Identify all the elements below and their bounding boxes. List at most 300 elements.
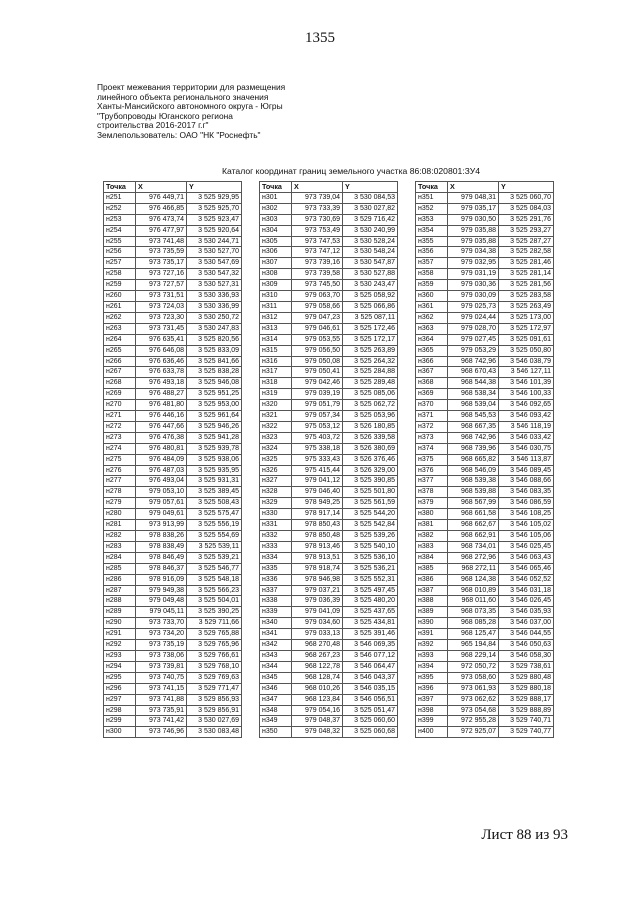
x-coordinate-cell: 975 333,43 xyxy=(292,454,343,465)
point-id-cell: н355 xyxy=(416,236,448,247)
x-coordinate-cell: 968 661,58 xyxy=(448,509,499,520)
table-row xyxy=(260,443,398,454)
x-coordinate-cell: 976 493,18 xyxy=(136,378,187,389)
point-id-cell: н295 xyxy=(104,672,136,683)
x-coordinate-cell: 968 539,04 xyxy=(448,400,499,411)
point-id-cell: н293 xyxy=(104,650,136,661)
y-coordinate-cell: 3 546 077,12 xyxy=(343,650,398,661)
table-row xyxy=(104,552,242,563)
table-row xyxy=(260,323,398,334)
table-header-row xyxy=(416,182,554,193)
y-coordinate-cell: 3 546 058,30 xyxy=(499,650,554,661)
y-coordinate-cell: 3 525 289,48 xyxy=(343,378,398,389)
table-row xyxy=(104,661,242,672)
point-id-cell: н335 xyxy=(260,563,292,574)
table-row xyxy=(260,509,398,520)
y-coordinate-cell: 3 526 339,58 xyxy=(343,432,398,443)
sheet-label: Лист 88 из 93 xyxy=(481,827,568,843)
table-header-row xyxy=(104,182,242,193)
y-coordinate-cell: 3 525 051,47 xyxy=(343,705,398,716)
point-id-cell: н328 xyxy=(260,487,292,498)
point-id-cell: н370 xyxy=(416,400,448,411)
x-coordinate-cell: 968 229,14 xyxy=(448,650,499,661)
x-coordinate-cell: 968 010,89 xyxy=(448,585,499,596)
table-row xyxy=(260,487,398,498)
point-id-cell: н252 xyxy=(104,203,136,214)
point-id-cell: н330 xyxy=(260,509,292,520)
table-row xyxy=(104,727,242,738)
point-id-cell: н325 xyxy=(260,454,292,465)
table-row xyxy=(416,683,554,694)
table-row xyxy=(260,585,398,596)
y-coordinate-cell: 3 525 172,97 xyxy=(499,323,554,334)
x-coordinate-cell: 976 476,38 xyxy=(136,432,187,443)
table-row xyxy=(104,716,242,727)
table-row xyxy=(104,694,242,705)
y-coordinate-cell: 3 546 064,47 xyxy=(343,661,398,672)
table-row xyxy=(416,192,554,203)
y-coordinate-cell: 3 525 058,92 xyxy=(343,291,398,302)
point-id-cell: н359 xyxy=(416,280,448,291)
point-id-cell: н332 xyxy=(260,531,292,542)
y-coordinate-cell: 3 526 380,69 xyxy=(343,443,398,454)
x-coordinate-cell: 976 484,09 xyxy=(136,454,187,465)
table-row xyxy=(416,629,554,640)
point-id-cell: н331 xyxy=(260,520,292,531)
x-coordinate-cell: 975 415,44 xyxy=(292,465,343,476)
point-id-cell: н318 xyxy=(260,378,292,389)
y-coordinate-cell: 3 529 880,18 xyxy=(499,683,554,694)
point-id-cell: н308 xyxy=(260,269,292,280)
x-coordinate-cell: 975 338,18 xyxy=(292,443,343,454)
point-id-cell: н275 xyxy=(104,454,136,465)
x-coordinate-cell: 979 034,38 xyxy=(448,247,499,258)
x-coordinate-cell: 973 735,19 xyxy=(136,640,187,651)
table-row xyxy=(260,607,398,618)
table-row xyxy=(260,236,398,247)
x-coordinate-cell: 972 955,28 xyxy=(448,716,499,727)
y-coordinate-cell: 3 525 841,66 xyxy=(187,356,242,367)
column-header-y: Y xyxy=(187,182,242,193)
table-row xyxy=(104,367,242,378)
x-coordinate-cell: 973 741,15 xyxy=(136,683,187,694)
y-coordinate-cell: 3 525 066,86 xyxy=(343,301,398,312)
coordinates-table xyxy=(415,181,554,738)
point-id-cell: н339 xyxy=(260,607,292,618)
point-id-cell: н258 xyxy=(104,269,136,280)
x-coordinate-cell: 968 272,11 xyxy=(448,563,499,574)
table-row xyxy=(104,454,242,465)
x-coordinate-cell: 976 473,74 xyxy=(136,214,187,225)
point-id-cell: н298 xyxy=(104,705,136,716)
x-coordinate-cell: 978 949,25 xyxy=(292,498,343,509)
x-coordinate-cell: 973 745,50 xyxy=(292,280,343,291)
table-row xyxy=(104,432,242,443)
point-id-cell: н353 xyxy=(416,214,448,225)
point-id-cell: н282 xyxy=(104,531,136,542)
y-coordinate-cell: 3 525 390,25 xyxy=(187,607,242,618)
point-id-cell: н350 xyxy=(260,727,292,738)
table-row xyxy=(104,236,242,247)
table-row xyxy=(260,356,398,367)
y-coordinate-cell: 3 525 508,43 xyxy=(187,498,242,509)
x-coordinate-cell: 979 025,73 xyxy=(448,301,499,312)
point-id-cell: н260 xyxy=(104,291,136,302)
table-row xyxy=(104,443,242,454)
point-id-cell: н264 xyxy=(104,334,136,345)
y-coordinate-cell: 3 525 539,11 xyxy=(187,541,242,552)
x-coordinate-cell: 973 727,57 xyxy=(136,280,187,291)
point-id-cell: н265 xyxy=(104,345,136,356)
table-row xyxy=(416,258,554,269)
x-coordinate-cell: 968 546,09 xyxy=(448,465,499,476)
table-row xyxy=(260,541,398,552)
table-row xyxy=(104,574,242,585)
point-id-cell: н289 xyxy=(104,607,136,618)
point-id-cell: н270 xyxy=(104,400,136,411)
x-coordinate-cell: 973 734,20 xyxy=(136,629,187,640)
y-coordinate-cell: 3 525 931,31 xyxy=(187,476,242,487)
x-coordinate-cell: 976 493,04 xyxy=(136,476,187,487)
point-id-cell: н288 xyxy=(104,596,136,607)
table-row xyxy=(260,650,398,661)
y-coordinate-cell: 3 525 281,14 xyxy=(499,269,554,280)
x-coordinate-cell: 976 481,80 xyxy=(136,400,187,411)
y-coordinate-cell: 3 546 038,79 xyxy=(499,356,554,367)
y-coordinate-cell: 3 546 043,37 xyxy=(343,672,398,683)
column-header-point: Точка xyxy=(104,182,136,193)
y-coordinate-cell: 3 525 540,10 xyxy=(343,541,398,552)
y-coordinate-cell: 3 529 765,88 xyxy=(187,629,242,640)
table-row xyxy=(260,727,398,738)
table-row xyxy=(416,421,554,432)
table-row xyxy=(416,563,554,574)
x-coordinate-cell: 979 048,32 xyxy=(292,727,343,738)
y-coordinate-cell: 3 525 536,10 xyxy=(343,552,398,563)
point-id-cell: н255 xyxy=(104,236,136,247)
table-row xyxy=(416,465,554,476)
table-row xyxy=(260,291,398,302)
x-coordinate-cell: 976 449,71 xyxy=(136,192,187,203)
y-coordinate-cell: 3 525 833,09 xyxy=(187,345,242,356)
point-id-cell: н256 xyxy=(104,247,136,258)
table-row xyxy=(416,661,554,672)
table-row xyxy=(416,650,554,661)
document-header xyxy=(97,83,285,141)
y-coordinate-cell: 3 525 546,77 xyxy=(187,563,242,574)
x-coordinate-cell: 968 073,35 xyxy=(448,607,499,618)
point-id-cell: н313 xyxy=(260,323,292,334)
table-row xyxy=(104,356,242,367)
point-id-cell: н362 xyxy=(416,312,448,323)
table-row xyxy=(416,552,554,563)
y-coordinate-cell: 3 525 951,25 xyxy=(187,389,242,400)
x-coordinate-cell: 968 123,84 xyxy=(292,694,343,705)
table-row xyxy=(260,258,398,269)
x-coordinate-cell: 973 061,93 xyxy=(448,683,499,694)
y-coordinate-cell: 3 546 030,75 xyxy=(499,443,554,454)
point-id-cell: н360 xyxy=(416,291,448,302)
table-row xyxy=(260,432,398,443)
catalog-title: Каталог координат границ земельного участка 86:08:020801:ЗУ4 xyxy=(222,166,480,176)
table-row xyxy=(104,607,242,618)
x-coordinate-cell: 979 033,13 xyxy=(292,629,343,640)
point-id-cell: н399 xyxy=(416,716,448,727)
point-id-cell: н345 xyxy=(260,672,292,683)
point-id-cell: н305 xyxy=(260,236,292,247)
y-coordinate-cell: 3 525 561,59 xyxy=(343,498,398,509)
column-header-y: Y xyxy=(499,182,554,193)
y-coordinate-cell: 3 529 716,42 xyxy=(343,214,398,225)
table-row xyxy=(260,312,398,323)
x-coordinate-cell: 976 636,46 xyxy=(136,356,187,367)
y-coordinate-cell: 3 546 050,63 xyxy=(499,640,554,651)
x-coordinate-cell: 979 051,79 xyxy=(292,400,343,411)
point-id-cell: н392 xyxy=(416,640,448,651)
table-row xyxy=(260,345,398,356)
table-row xyxy=(416,203,554,214)
x-coordinate-cell: 973 738,06 xyxy=(136,650,187,661)
y-coordinate-cell: 3 530 083,48 xyxy=(187,727,242,738)
point-id-cell: н375 xyxy=(416,454,448,465)
point-id-cell: н378 xyxy=(416,487,448,498)
point-id-cell: н365 xyxy=(416,345,448,356)
y-coordinate-cell: 3 546 052,52 xyxy=(499,574,554,585)
x-coordinate-cell: 973 058,60 xyxy=(448,672,499,683)
table-row xyxy=(416,323,554,334)
x-coordinate-cell: 976 646,08 xyxy=(136,345,187,356)
table-row xyxy=(104,509,242,520)
point-id-cell: н329 xyxy=(260,498,292,509)
y-coordinate-cell: 3 530 547,69 xyxy=(187,258,242,269)
x-coordinate-cell: 979 045,11 xyxy=(136,607,187,618)
header-line: "Трубопроводы Юганского региона xyxy=(97,110,233,121)
y-coordinate-cell: 3 546 093,42 xyxy=(499,411,554,422)
y-coordinate-cell: 3 525 953,00 xyxy=(187,400,242,411)
y-coordinate-cell: 3 525 920,64 xyxy=(187,225,242,236)
coordinates-table xyxy=(259,181,398,738)
x-coordinate-cell: 968 742,96 xyxy=(448,356,499,367)
point-id-cell: н292 xyxy=(104,640,136,651)
y-coordinate-cell: 3 525 938,06 xyxy=(187,454,242,465)
table-row xyxy=(260,705,398,716)
y-coordinate-cell: 3 546 105,06 xyxy=(499,531,554,542)
coordinates-table xyxy=(103,181,242,738)
header-line: Землепользователь: ОАО "НК "Роснефть" xyxy=(97,129,261,140)
y-coordinate-cell: 3 546 056,51 xyxy=(343,694,398,705)
y-coordinate-cell: 3 530 027,82 xyxy=(343,203,398,214)
y-coordinate-cell: 3 546 063,43 xyxy=(499,552,554,563)
table-row xyxy=(260,225,398,236)
point-id-cell: н372 xyxy=(416,421,448,432)
y-coordinate-cell: 3 526 376,46 xyxy=(343,454,398,465)
x-coordinate-cell: 979 049,48 xyxy=(136,596,187,607)
x-coordinate-cell: 979 046,40 xyxy=(292,487,343,498)
x-coordinate-cell: 973 730,69 xyxy=(292,214,343,225)
table-row xyxy=(104,421,242,432)
y-coordinate-cell: 3 525 838,28 xyxy=(187,367,242,378)
point-id-cell: н386 xyxy=(416,574,448,585)
point-id-cell: н337 xyxy=(260,585,292,596)
table-row xyxy=(104,345,242,356)
point-id-cell: н384 xyxy=(416,552,448,563)
point-id-cell: н373 xyxy=(416,432,448,443)
point-id-cell: н398 xyxy=(416,705,448,716)
y-coordinate-cell: 3 525 050,80 xyxy=(499,345,554,356)
x-coordinate-cell: 978 916,09 xyxy=(136,574,187,585)
point-id-cell: н267 xyxy=(104,367,136,378)
y-coordinate-cell: 3 526 329,00 xyxy=(343,465,398,476)
point-id-cell: н348 xyxy=(260,705,292,716)
y-coordinate-cell: 3 526 180,85 xyxy=(343,421,398,432)
y-coordinate-cell: 3 546 065,46 xyxy=(499,563,554,574)
point-id-cell: н299 xyxy=(104,716,136,727)
x-coordinate-cell: 973 735,59 xyxy=(136,247,187,258)
table-row xyxy=(260,683,398,694)
y-coordinate-cell: 3 529 711,66 xyxy=(187,618,242,629)
x-coordinate-cell: 979 053,29 xyxy=(448,345,499,356)
point-id-cell: н272 xyxy=(104,421,136,432)
y-coordinate-cell: 3 546 092,65 xyxy=(499,400,554,411)
y-coordinate-cell: 3 525 060,70 xyxy=(499,192,554,203)
point-id-cell: н343 xyxy=(260,650,292,661)
x-coordinate-cell: 968 734,01 xyxy=(448,541,499,552)
x-coordinate-cell: 979 063,70 xyxy=(292,291,343,302)
point-id-cell: н297 xyxy=(104,694,136,705)
table-row xyxy=(260,661,398,672)
x-coordinate-cell: 968 125,47 xyxy=(448,629,499,640)
x-coordinate-cell: 968 742,96 xyxy=(448,432,499,443)
x-coordinate-cell: 973 740,75 xyxy=(136,672,187,683)
table-row xyxy=(416,454,554,465)
table-row xyxy=(104,629,242,640)
point-id-cell: н315 xyxy=(260,345,292,356)
table-row xyxy=(260,476,398,487)
y-coordinate-cell: 3 525 390,85 xyxy=(343,476,398,487)
y-coordinate-cell: 3 525 263,49 xyxy=(499,301,554,312)
y-coordinate-cell: 3 525 172,46 xyxy=(343,323,398,334)
y-coordinate-cell: 3 525 283,58 xyxy=(499,291,554,302)
point-id-cell: н284 xyxy=(104,552,136,563)
x-coordinate-cell: 978 850,48 xyxy=(292,531,343,542)
point-id-cell: н388 xyxy=(416,596,448,607)
x-coordinate-cell: 976 466,85 xyxy=(136,203,187,214)
table-row xyxy=(260,563,398,574)
x-coordinate-cell: 968 267,23 xyxy=(292,650,343,661)
x-coordinate-cell: 979 042,46 xyxy=(292,378,343,389)
point-id-cell: н380 xyxy=(416,509,448,520)
x-coordinate-cell: 968 662,91 xyxy=(448,531,499,542)
table-row xyxy=(416,378,554,389)
x-coordinate-cell: 979 028,70 xyxy=(448,323,499,334)
x-coordinate-cell: 979 041,12 xyxy=(292,476,343,487)
y-coordinate-cell: 3 529 740,77 xyxy=(499,727,554,738)
y-coordinate-cell: 3 525 389,45 xyxy=(187,487,242,498)
table-row xyxy=(104,301,242,312)
x-coordinate-cell: 979 049,61 xyxy=(136,509,187,520)
x-coordinate-cell: 968 122,78 xyxy=(292,661,343,672)
y-coordinate-cell: 3 546 088,66 xyxy=(499,476,554,487)
y-coordinate-cell: 3 525 939,78 xyxy=(187,443,242,454)
table-row xyxy=(416,345,554,356)
point-id-cell: н391 xyxy=(416,629,448,640)
table-row xyxy=(104,411,242,422)
x-coordinate-cell: 979 035,88 xyxy=(448,236,499,247)
x-coordinate-cell: 973 913,99 xyxy=(136,520,187,531)
y-coordinate-cell: 3 525 566,23 xyxy=(187,585,242,596)
point-id-cell: н357 xyxy=(416,258,448,269)
y-coordinate-cell: 3 525 929,95 xyxy=(187,192,242,203)
y-coordinate-cell: 3 525 536,21 xyxy=(343,563,398,574)
y-coordinate-cell: 3 529 769,63 xyxy=(187,672,242,683)
point-id-cell: н276 xyxy=(104,465,136,476)
table-row xyxy=(416,618,554,629)
y-coordinate-cell: 3 525 391,46 xyxy=(343,629,398,640)
point-id-cell: н285 xyxy=(104,563,136,574)
x-coordinate-cell: 973 735,91 xyxy=(136,705,187,716)
table-row xyxy=(260,367,398,378)
header-line: Проект межевания территории для размещения xyxy=(97,82,286,92)
x-coordinate-cell: 973 054,68 xyxy=(448,705,499,716)
x-coordinate-cell: 979 053,10 xyxy=(136,487,187,498)
table-row xyxy=(104,258,242,269)
x-coordinate-cell: 978 913,51 xyxy=(292,552,343,563)
column-header-x: X xyxy=(292,182,343,193)
y-coordinate-cell: 3 525 946,26 xyxy=(187,421,242,432)
point-id-cell: н273 xyxy=(104,432,136,443)
table-row xyxy=(416,334,554,345)
point-id-cell: н400 xyxy=(416,727,448,738)
x-coordinate-cell: 979 047,23 xyxy=(292,312,343,323)
point-id-cell: н356 xyxy=(416,247,448,258)
point-id-cell: н393 xyxy=(416,650,448,661)
x-coordinate-cell: 973 727,16 xyxy=(136,269,187,280)
table-row xyxy=(104,225,242,236)
x-coordinate-cell: 979 027,45 xyxy=(448,334,499,345)
table-row xyxy=(416,509,554,520)
x-coordinate-cell: 979 949,38 xyxy=(136,585,187,596)
x-coordinate-cell: 968 010,26 xyxy=(292,683,343,694)
table-row xyxy=(104,476,242,487)
x-coordinate-cell: 968 539,38 xyxy=(448,476,499,487)
point-id-cell: н327 xyxy=(260,476,292,487)
table-row xyxy=(260,421,398,432)
point-id-cell: н316 xyxy=(260,356,292,367)
y-coordinate-cell: 3 525 820,56 xyxy=(187,334,242,345)
table-row xyxy=(260,280,398,291)
x-coordinate-cell: 976 446,16 xyxy=(136,411,187,422)
x-coordinate-cell: 979 030,50 xyxy=(448,214,499,225)
table-row xyxy=(104,312,242,323)
point-id-cell: н301 xyxy=(260,192,292,203)
table-row xyxy=(104,640,242,651)
x-coordinate-cell: 968 567,99 xyxy=(448,498,499,509)
table-row xyxy=(416,640,554,651)
table-row xyxy=(104,585,242,596)
y-coordinate-cell: 3 525 062,72 xyxy=(343,400,398,411)
point-id-cell: н304 xyxy=(260,225,292,236)
x-coordinate-cell: 973 739,81 xyxy=(136,661,187,672)
y-coordinate-cell: 3 529 888,17 xyxy=(499,694,554,705)
x-coordinate-cell: 973 747,53 xyxy=(292,236,343,247)
x-coordinate-cell: 968 544,38 xyxy=(448,378,499,389)
table-row xyxy=(104,487,242,498)
table-row xyxy=(104,563,242,574)
table-row xyxy=(416,541,554,552)
x-coordinate-cell: 979 056,50 xyxy=(292,345,343,356)
x-coordinate-cell: 979 053,55 xyxy=(292,334,343,345)
point-id-cell: н287 xyxy=(104,585,136,596)
